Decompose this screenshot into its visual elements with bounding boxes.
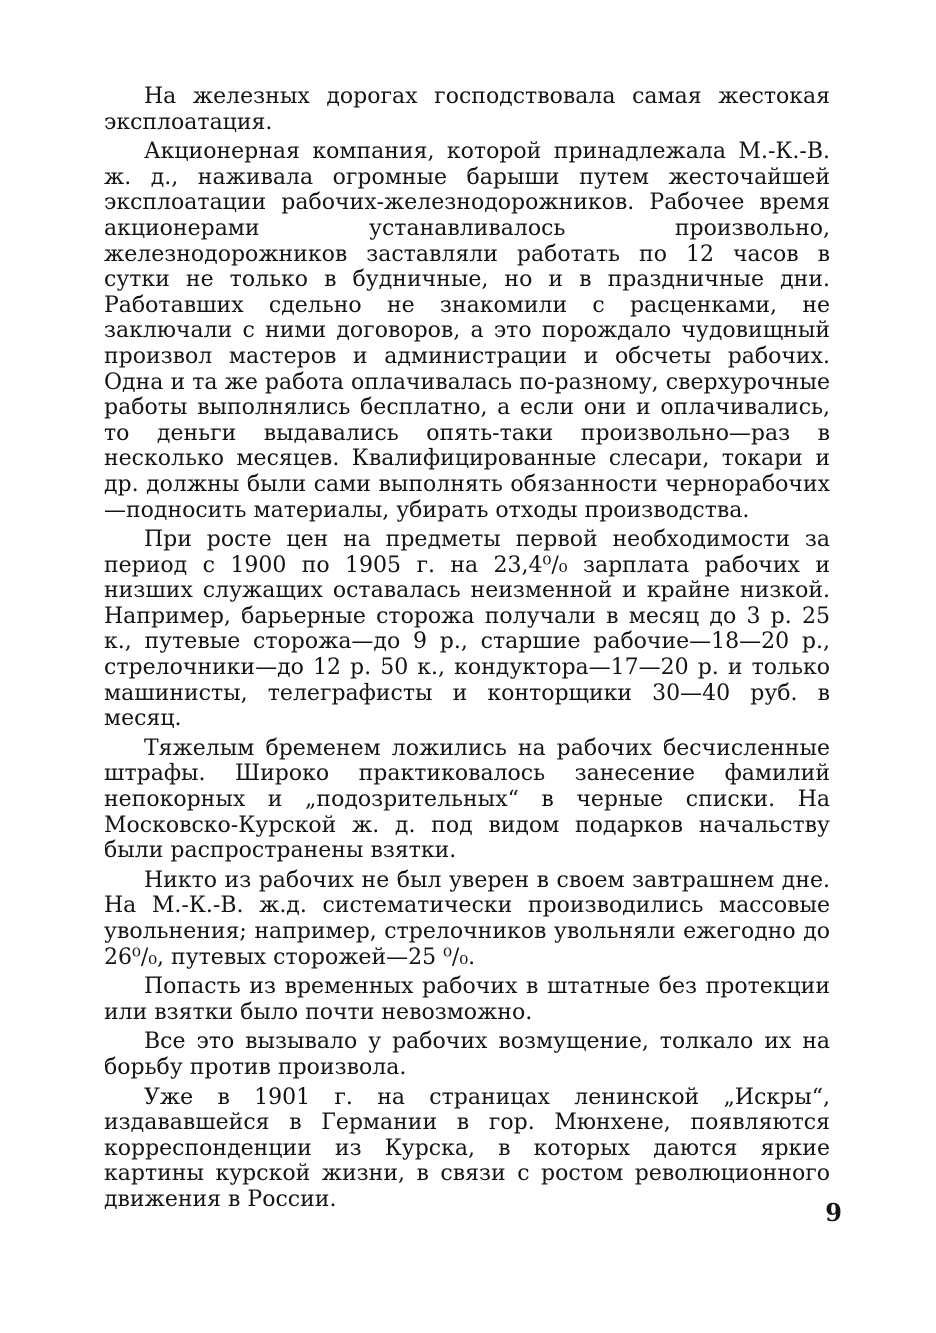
paragraph-indignation: Все это вызывало у рабочих возмущение, толкало их на борьбу против произвола. <box>104 1029 830 1080</box>
paragraph-iskra: Уже в 1901 г. на страницах ленинской „Искры“, издававшейся в Германии в гор. Мюнхене, появляются корреспонденции из Курска, в которых даются яркие картины курской жизни, в связи с ростом революционного движения в России. <box>104 1084 830 1212</box>
paragraph-fines: Тяжелым бременем ложились на рабочих бесчисленные штрафы. Широко практиковалось занесение фамилий непокорных и „подозрительных“ в черные списки. На Московско-Курской ж. д. под видом подарков начальству были распространены взятки. <box>104 735 830 864</box>
paragraph-wages: При росте цен на предметы первой необходимости за период с 1900 по 1905 г. на 23,4⁰/₀ зарплата рабочих и низших служащих оставалась неизменной и крайне низкой. Например, барьерные сторожа получали в месяц до 3 р. 25 к., путевые сторожа—до 9 р., старшие рабочие—18—20 р., стрелочники—до 12 р. 50 к., кондуктора—17—20 р. и только машинисты, телеграфисты и конторщики 30—40 руб. в месяц. <box>104 527 830 732</box>
paragraph-exploitation: На железных дорогах господствовала самая жестокая эксплоатация. <box>104 84 830 135</box>
page-number: 9 <box>825 1198 842 1227</box>
paragraph-joint-stock-company: Акционерная компания, которой принадлежала М.-К.-В. ж. д., наживала огромные барыши путем жесточайшей эксплоатации рабочих-железнодорожников. Рабочее время акционерами устанавливалось произвольно, железнодорожников заставляли работать по 12 часов в сутки не только в будничные, но и в праздничные дни. Работавших сдельно не знакомили с расценками, не заключали с ними договоров, а это порождало чудовищный произвол мастеров и администрации и обсчеты рабочих. Одна и та же работа оплачивалась по-разному, сверхурочные работы выполнялись бесплатно, а если они и оплачивались, то деньги выдавались опять-таки произвольно—раз в несколько месяцев. Квалифицированные слесари, токари и др. должны были сами выполнять обязанности чернорабочих—подносить материалы, убирать отходы производства. <box>104 139 830 523</box>
body-text <box>104 84 830 1217</box>
paragraph-dismissals: Никто из рабочих не был уверен в своем завтрашнем дне. На М.-К.-В. ж.д. систематически производились массовые увольнения; например, стрелочников увольняли ежегодно до 26⁰/₀, путевых сторожей—25 ⁰/₀. <box>104 867 830 970</box>
paragraph-temporary-workers: Попасть из временных рабочих в штатные без протекции или взятки было почти невозможно. <box>104 974 830 1025</box>
